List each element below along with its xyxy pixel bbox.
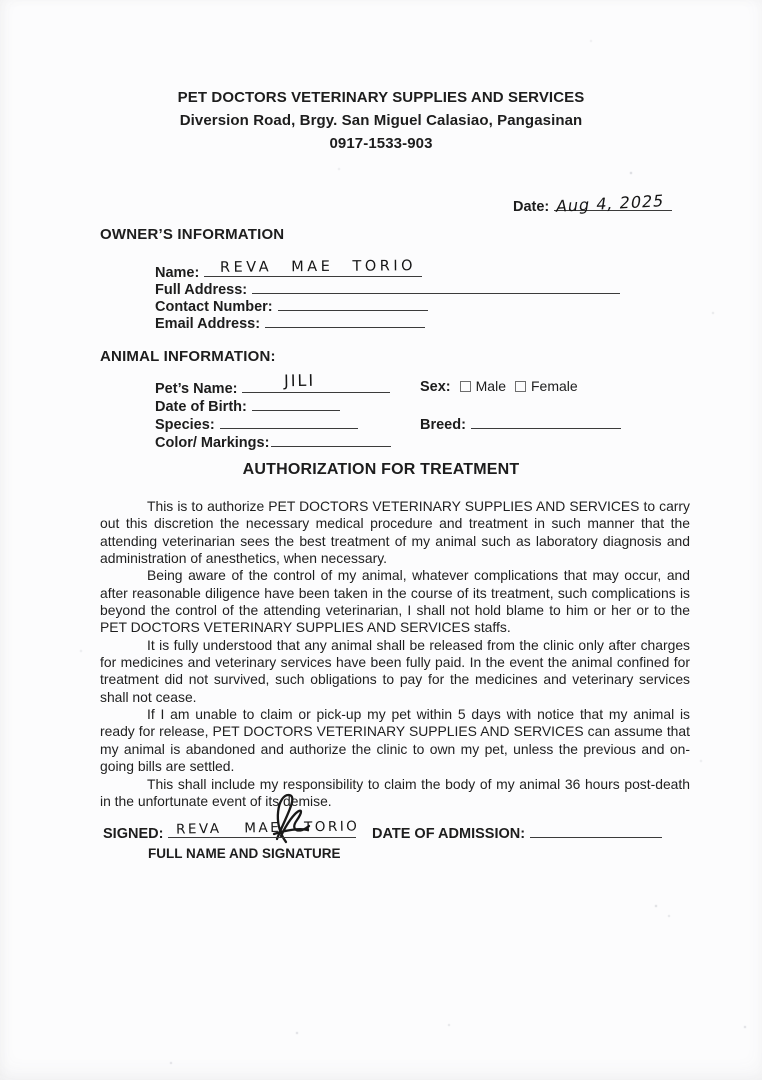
terms-paragraph: It is fully understood that any animal shall be released from the clinic only after charges for medicines and veterinary services have been fully paid. In the event the animal confined for treatment did not survived, such obligations to pay for the medicines and veterinary services shall not cease.: [100, 636, 690, 705]
owner-address-line: [252, 279, 620, 294]
owner-contact-label: Contact Number:: [155, 299, 273, 315]
owner-address-field: [155, 279, 620, 296]
color-markings-field: [155, 432, 391, 450]
date-of-admission-field: [372, 823, 662, 843]
animal-information-section: [0, 348, 762, 468]
owner-name-line: [204, 258, 422, 277]
clinic-phone: 0917-1533-903: [329, 135, 433, 152]
scan-noise: [0, 0, 2, 2]
date-of-admission-line: [530, 823, 662, 838]
terms-paragraph: This shall include my responsibility to claim the body of my animal 36 hours post-death in the unfortunate event of its demise.: [100, 775, 690, 809]
terms-paragraph: If I am unable to claim or pick-up my pet within 5 days with notice that my animal is ready for release, PET DOCTORS VETERINARY SUPPLIES AND SERVICES can assume that my animal is abandoned and authorize the clinic to own my pet, unless the previous and on-going bills are settled.: [100, 706, 690, 775]
date-handwritten-value: Aug 4, 2025: [554, 191, 667, 216]
signature-section: [0, 790, 762, 885]
clinic-address: Diversion Road, Brgy. San Miguel Calasiao, Pangasinan: [179, 112, 583, 129]
owner-contact-line: [278, 296, 428, 311]
pet-name-line: [242, 370, 390, 393]
owner-section-heading: OWNER’S INFORMATION: [100, 226, 285, 243]
signed-handwritten-name: REVA MAE TORIO: [176, 818, 360, 838]
species-field: [155, 414, 391, 432]
signed-line: [168, 818, 360, 838]
female-checkbox-icon: [515, 381, 526, 392]
signature-caption: FULL NAME AND SIGNATURE: [148, 846, 341, 861]
date-of-admission-label: DATE OF ADMISSION:: [372, 826, 526, 842]
owner-address-label: Full Address:: [155, 282, 248, 298]
signed-field: [103, 818, 360, 843]
sex-field: [420, 378, 578, 395]
authorization-title: AUTHORIZATION FOR TREATMENT: [242, 461, 520, 478]
owner-name-field: [155, 258, 620, 281]
owner-name-label: Name:: [155, 265, 200, 281]
species-line: [220, 414, 358, 429]
breed-field: [420, 414, 621, 434]
color-markings-line: [271, 432, 391, 447]
pet-name-handwritten-value: JILI: [284, 370, 316, 391]
owner-contact-field: [155, 296, 620, 313]
species-label: Species:: [155, 417, 215, 433]
date-blank-line: [554, 191, 672, 216]
date-of-birth-line: [252, 396, 340, 411]
terms-paragraph: This is to authorize PET DOCTORS VETERINARY SUPPLIES AND SERVICES to carry out this discretion the necessary medical procedure and treatment in such manner that the attending veterinarian sees the best treatment of my animal such as laboratory diagnosis and administration of anesthetics, when necessary.: [100, 498, 690, 567]
signed-label: SIGNED:: [103, 826, 164, 842]
date-label: Date:: [513, 199, 550, 215]
female-option-label: Female: [531, 378, 578, 394]
male-option-label: Male: [475, 378, 506, 394]
owner-email-line: [265, 313, 425, 328]
male-checkbox-icon: [460, 381, 471, 392]
date-of-birth-field: [155, 396, 391, 414]
owner-name-handwritten-value: REVA MAE TORIO: [220, 258, 417, 276]
owner-email-label: Email Address:: [155, 316, 261, 332]
breed-line: [471, 414, 621, 429]
date-field: [513, 191, 672, 216]
animal-section-heading: ANIMAL INFORMATION:: [100, 348, 276, 365]
date-of-birth-label: Date of Birth:: [155, 399, 247, 415]
color-markings-label: Color/ Markings:: [155, 435, 270, 451]
terms-paragraph: Being aware of the control of my animal, whatever complications that may occur, and after reasonable diligence have been taken in the course of its treatment, such complications is beyond the control of the attending veterinarian, I shall not hold blame to him or her or to the PET DOCTORS VETERINARY SUPPLIES AND SERVICES staffs.: [100, 567, 690, 636]
owner-information-section: [0, 226, 762, 346]
pet-name-field: [155, 370, 391, 397]
breed-label: Breed:: [420, 417, 466, 433]
pet-name-label: Pet’s Name:: [155, 381, 238, 397]
owner-email-field: [155, 313, 620, 330]
authorization-terms: [100, 498, 690, 810]
clinic-header: [0, 86, 762, 155]
clinic-name: PET DOCTORS VETERINARY SUPPLIES AND SERVICES: [177, 89, 585, 106]
sex-label: Sex:: [420, 379, 451, 395]
